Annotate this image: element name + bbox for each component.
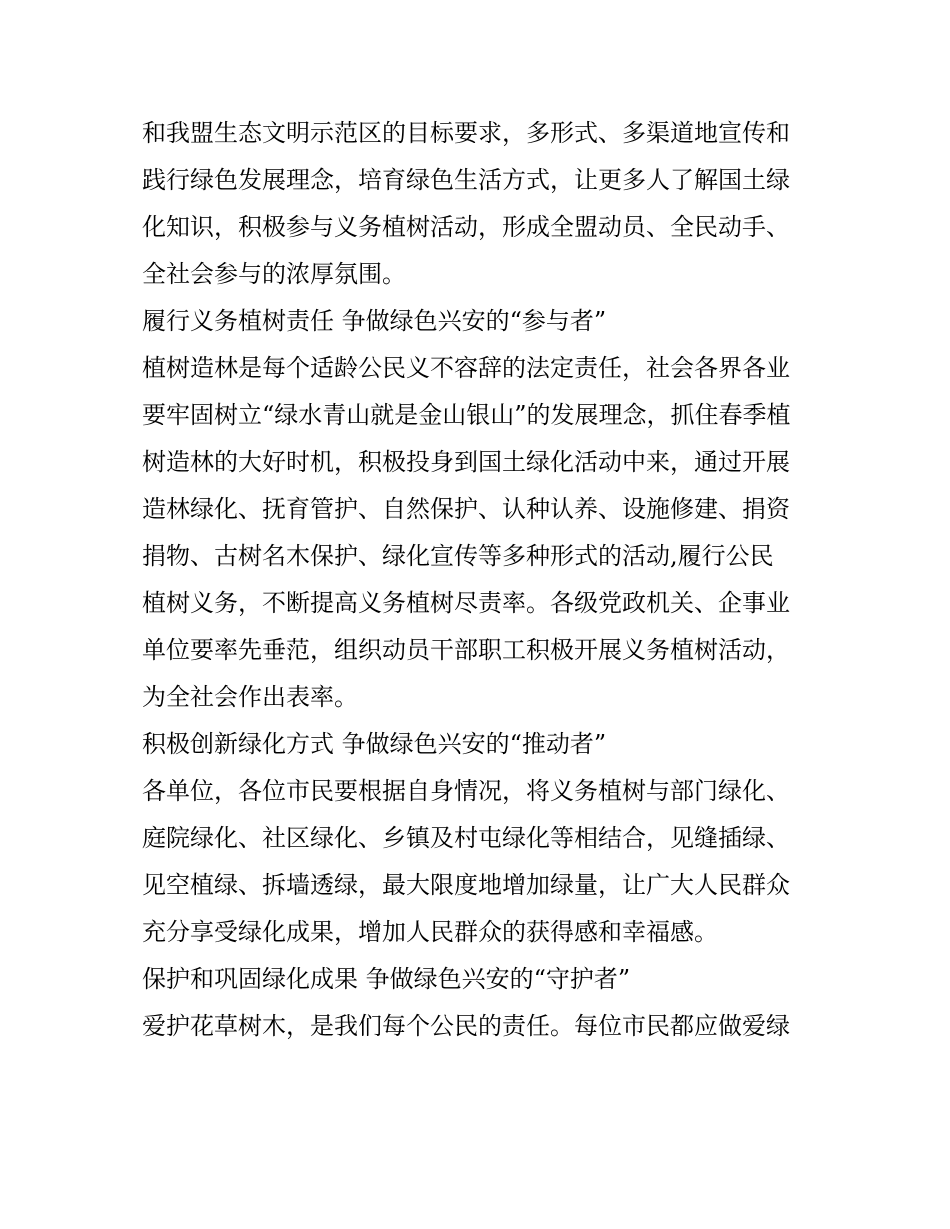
paragraph-line: 各单位，各位市民要根据自身情况，将义务植树与部门绿化、 xyxy=(142,777,790,805)
paragraph-line: 植树义务，不断提高义务植树尽责率。各级党政机关、企事业 xyxy=(142,589,790,617)
paragraph-line: 充分享受绿化成果，增加人民群众的获得感和幸福感。 xyxy=(142,918,718,946)
paragraph-line: 爱护花草树木，是我们每个公民的责任。每位市民都应做爱绿 xyxy=(142,1012,790,1040)
section-heading-guardian: 保护和巩固绿化成果 争做绿色兴安的“守护者” xyxy=(142,965,631,993)
paragraph-line: 要牢固树立“绿水青山就是金山银山”的发展理念，抓住春季植 xyxy=(142,401,791,429)
paragraph-line: 化知识，积极参与义务植树活动，形成全盟动员、全民动手、 xyxy=(142,213,790,241)
paragraph-line: 植树造林是每个适龄公民义不容辞的法定责任，社会各界各业 xyxy=(142,354,790,382)
paragraph-line: 单位要率先垂范，组织动员干部职工积极开展义务植树活动， xyxy=(142,636,790,664)
paragraph-line: 见空植绿、拆墙透绿，最大限度地增加绿量，让广大人民群众 xyxy=(142,871,790,899)
paragraph-line: 庭院绿化、社区绿化、乡镇及村屯绿化等相结合，见缝插绿、 xyxy=(142,824,790,852)
section-heading-participant: 履行义务植树责任 争做绿色兴安的“参与者” xyxy=(142,307,607,335)
paragraph-line: 践行绿色发展理念，培育绿色生活方式，让更多人了解国土绿 xyxy=(142,166,790,194)
paragraph-line: 造林绿化、抚育管护、自然保护、认种认养、设施修建、捐资 xyxy=(142,495,790,523)
paragraph-line: 为全社会作出表率。 xyxy=(142,683,358,711)
paragraph-line: 捐物、古树名木保护、绿化宣传等多种形式的活动,履行公民 xyxy=(142,542,774,570)
paragraph-line: 和我盟生态文明示范区的目标要求，多形式、多渠道地宣传和 xyxy=(142,119,790,147)
paragraph-line: 树造林的大好时机，积极投身到国土绿化活动中来，通过开展 xyxy=(142,448,790,476)
document-body xyxy=(142,110,822,1050)
paragraph-line: 全社会参与的浓厚氛围。 xyxy=(142,260,406,288)
section-heading-promoter: 积极创新绿化方式 争做绿色兴安的“推动者” xyxy=(142,730,607,758)
